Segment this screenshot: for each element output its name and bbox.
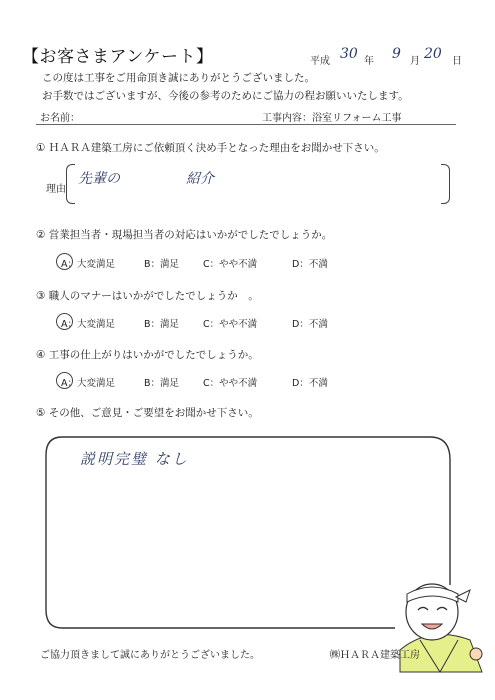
era-label: 平成 [310,56,330,67]
q4-option-a: A：大変満足 [61,378,115,389]
question-3: ③ 職人のマナーはいかがでしたでしょうか 。 [36,290,259,302]
page-title: 【お客さまアンケート】 [22,47,214,67]
reason-label: 理由 [46,184,66,195]
footer-company: ㈱ＨＡＲＡ建築工房 [330,650,420,661]
intro-line-2: お手数ではございますが、今後の参考のためにご協力の程お願いいたします。 [42,90,409,102]
question-2: ② 営業担当者・現場担当者の対応はいかがでしたでしょうか。 [36,229,333,241]
comment-answer: 説明完璧 なし [80,450,189,468]
month-unit: 月 [410,56,420,67]
q2-option-c: C：やや不満 [203,259,258,270]
day-unit: 日 [452,56,462,67]
q2-option-b: B：満足 [144,259,180,270]
intro-line-1: この度は工事をご用命頂き誠にありがとうございました。 [42,72,315,84]
reason-answer-part2: 紹介 [186,171,214,187]
footer-thanks: ご協力頂きまして誠にありがとうございました。 [40,650,260,661]
day-value: 20 [424,46,442,62]
q4-option-b: B：満足 [144,378,180,389]
q2-option-d: D：不満 [292,259,328,270]
comment-box-outline [46,437,450,628]
q4-option-d: D：不満 [292,378,328,389]
q4-option-c: C：やや不満 [203,378,258,389]
month-value: 9 [392,46,401,62]
q3-option-c: C：やや不満 [203,319,258,330]
year-unit: 年 [364,56,374,67]
work-content: 工事内容：浴室リフォーム工事 [262,113,402,124]
q2-option-a: A：大変満足 [61,259,115,270]
year-value: 30 [340,46,358,62]
reason-answer-part1: 先輩の [78,171,120,187]
q3-option-d: D：不満 [292,319,328,330]
question-5: ⑤ その他、ご意見・ご要望をお聞かせ下さい。 [36,407,259,419]
question-1: ① ＨＡＲＡ建築工房にご依頼頂く決め手となった理由をお聞かせ下さい。 [36,142,385,154]
q3-option-a: A：大変満足 [61,319,115,330]
name-label: お名前： [40,113,80,124]
question-4: ④ 工事の仕上がりはいかがでしたでしょうか。 [36,349,259,361]
q3-option-b: B：満足 [144,319,180,330]
